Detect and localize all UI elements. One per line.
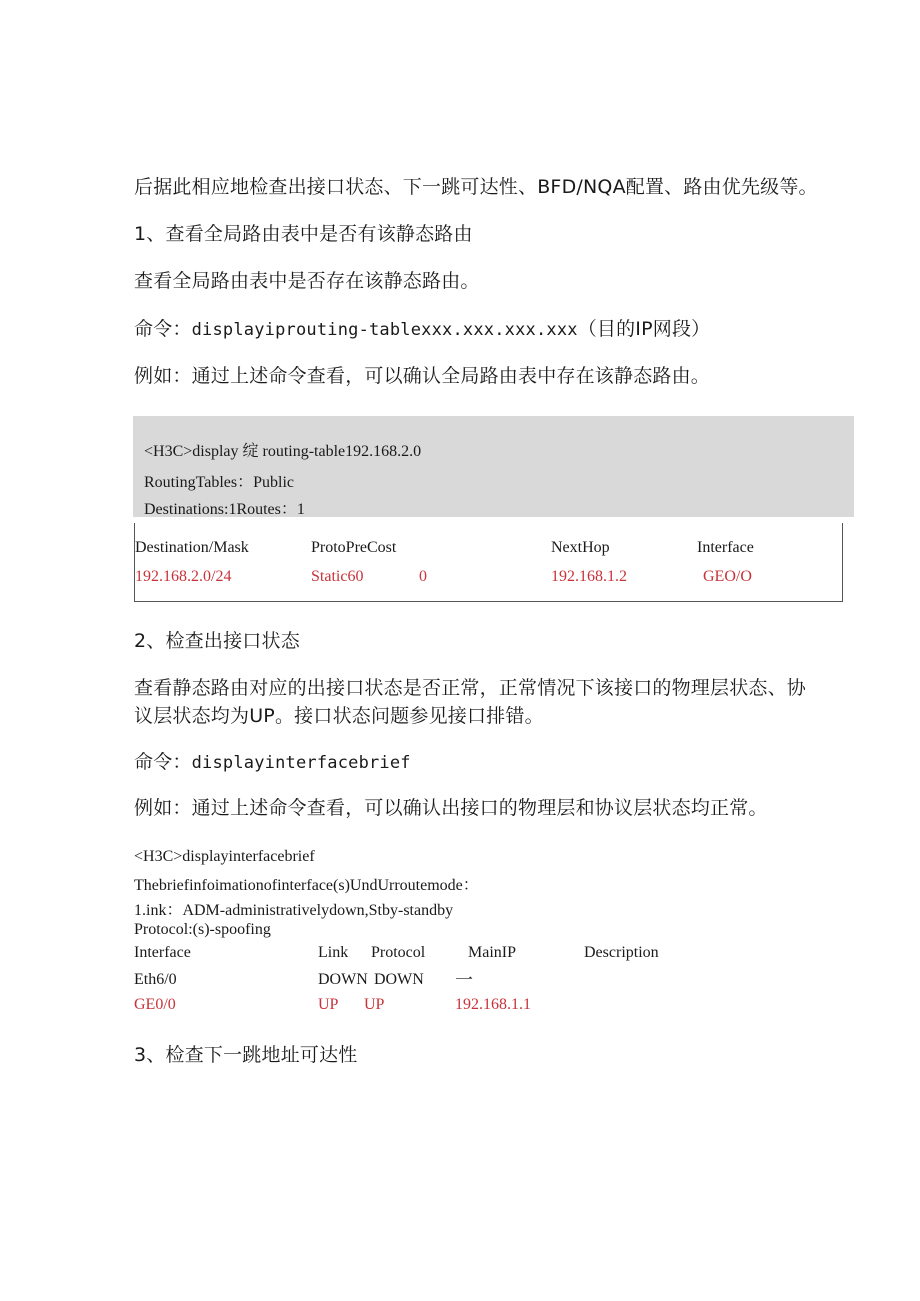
header-proto-pre-cost: ProtoPreCost [311, 539, 397, 556]
section-3-heading: 3、检查下一跳地址可达性 [134, 1044, 358, 1066]
row-nexthop: 192.168.1.2 [551, 568, 627, 585]
iface-header-description: Description [584, 944, 659, 961]
iface-row-1-mainip: 一 [455, 970, 473, 990]
command-label: 命令： [134, 318, 192, 340]
header-nexthop: NextHop [551, 539, 610, 556]
iface-row-2-protocol: UP [364, 996, 385, 1013]
iface-header-mainip: MainIP [468, 944, 516, 961]
row-interface: GEO/O [703, 568, 752, 585]
section-2-example: 例如：通过上述命令查看，可以确认出接口的物理层和协议层状态均正常。 [134, 797, 768, 819]
iface-header-protocol: Protocol [371, 944, 426, 961]
routing-output-line-2: RoutingTables：Public [144, 474, 294, 491]
interface-output-line-4: Protocol:(s)-spoofing [134, 921, 271, 938]
section-1-description: 查看全局路由表中是否存在该静态路由。 [134, 270, 480, 292]
interface-output-line-3: 1.ink：ADM-administrativelydown,Stby-standby [134, 902, 454, 919]
routing-output-block [133, 416, 854, 517]
section-2-command [134, 747, 411, 774]
section-2-description-line-1: 查看静态路由对应的出接口状态是否正常，正常情况下该接口的物理层状态、协 [134, 677, 807, 699]
row-proto: Static60 [311, 568, 364, 585]
command-label: 命令： [134, 751, 192, 773]
section-2-description-line-2: 议层状态均为UP。接口状态问题参见接口排错。 [134, 705, 544, 727]
iface-header-link: Link [318, 944, 349, 961]
intro-paragraph: 后据此相应地检查出接口状态、下一跳可达性、BFD/NQA配置、路由优先级等。 [134, 176, 818, 198]
command-text: displayinterfacebrief [191, 753, 411, 773]
iface-row-1-link: DOWN [318, 971, 368, 988]
section-2-heading: 2、检查出接口状态 [134, 630, 300, 652]
header-interface: Interface [697, 539, 754, 556]
command-text: displayiprouting-tablexxx.xxx.xxx.xxx [191, 320, 578, 340]
routing-table [134, 523, 843, 602]
row-destination: 192.168.2.0/24 [135, 568, 232, 585]
iface-row-1-interface: Eth6/0 [134, 971, 177, 988]
command-note: （目的IP网段） [577, 318, 711, 340]
iface-row-2-interface: GE0/0 [134, 996, 176, 1013]
routing-output-line-1: <H3C>display 绽 routing-table192.168.2.0 [144, 443, 422, 460]
iface-row-1-protocol: DOWN [374, 971, 424, 988]
header-destination: Destination/Mask [135, 539, 249, 556]
routing-output-line-3: Destinations:1Routes：1 [144, 501, 305, 518]
iface-header-interface: Interface [134, 944, 191, 961]
interface-output-line-1: <H3C>displayinterfacebrief [134, 848, 315, 865]
section-1-example: 例如：通过上述命令查看，可以确认全局路由表中存在该静态路由。 [134, 365, 711, 387]
section-1-heading: 1、查看全局路由表中是否有该静态路由 [134, 223, 473, 245]
interface-output-line-2: Thebriefinfoimationofinterface(s)UndUrroutemode： [134, 877, 479, 894]
section-1-command [134, 314, 710, 341]
iface-row-2-mainip: 192.168.1.1 [455, 996, 531, 1013]
row-cost: 0 [419, 568, 427, 585]
iface-row-2-link: UP [318, 996, 339, 1013]
